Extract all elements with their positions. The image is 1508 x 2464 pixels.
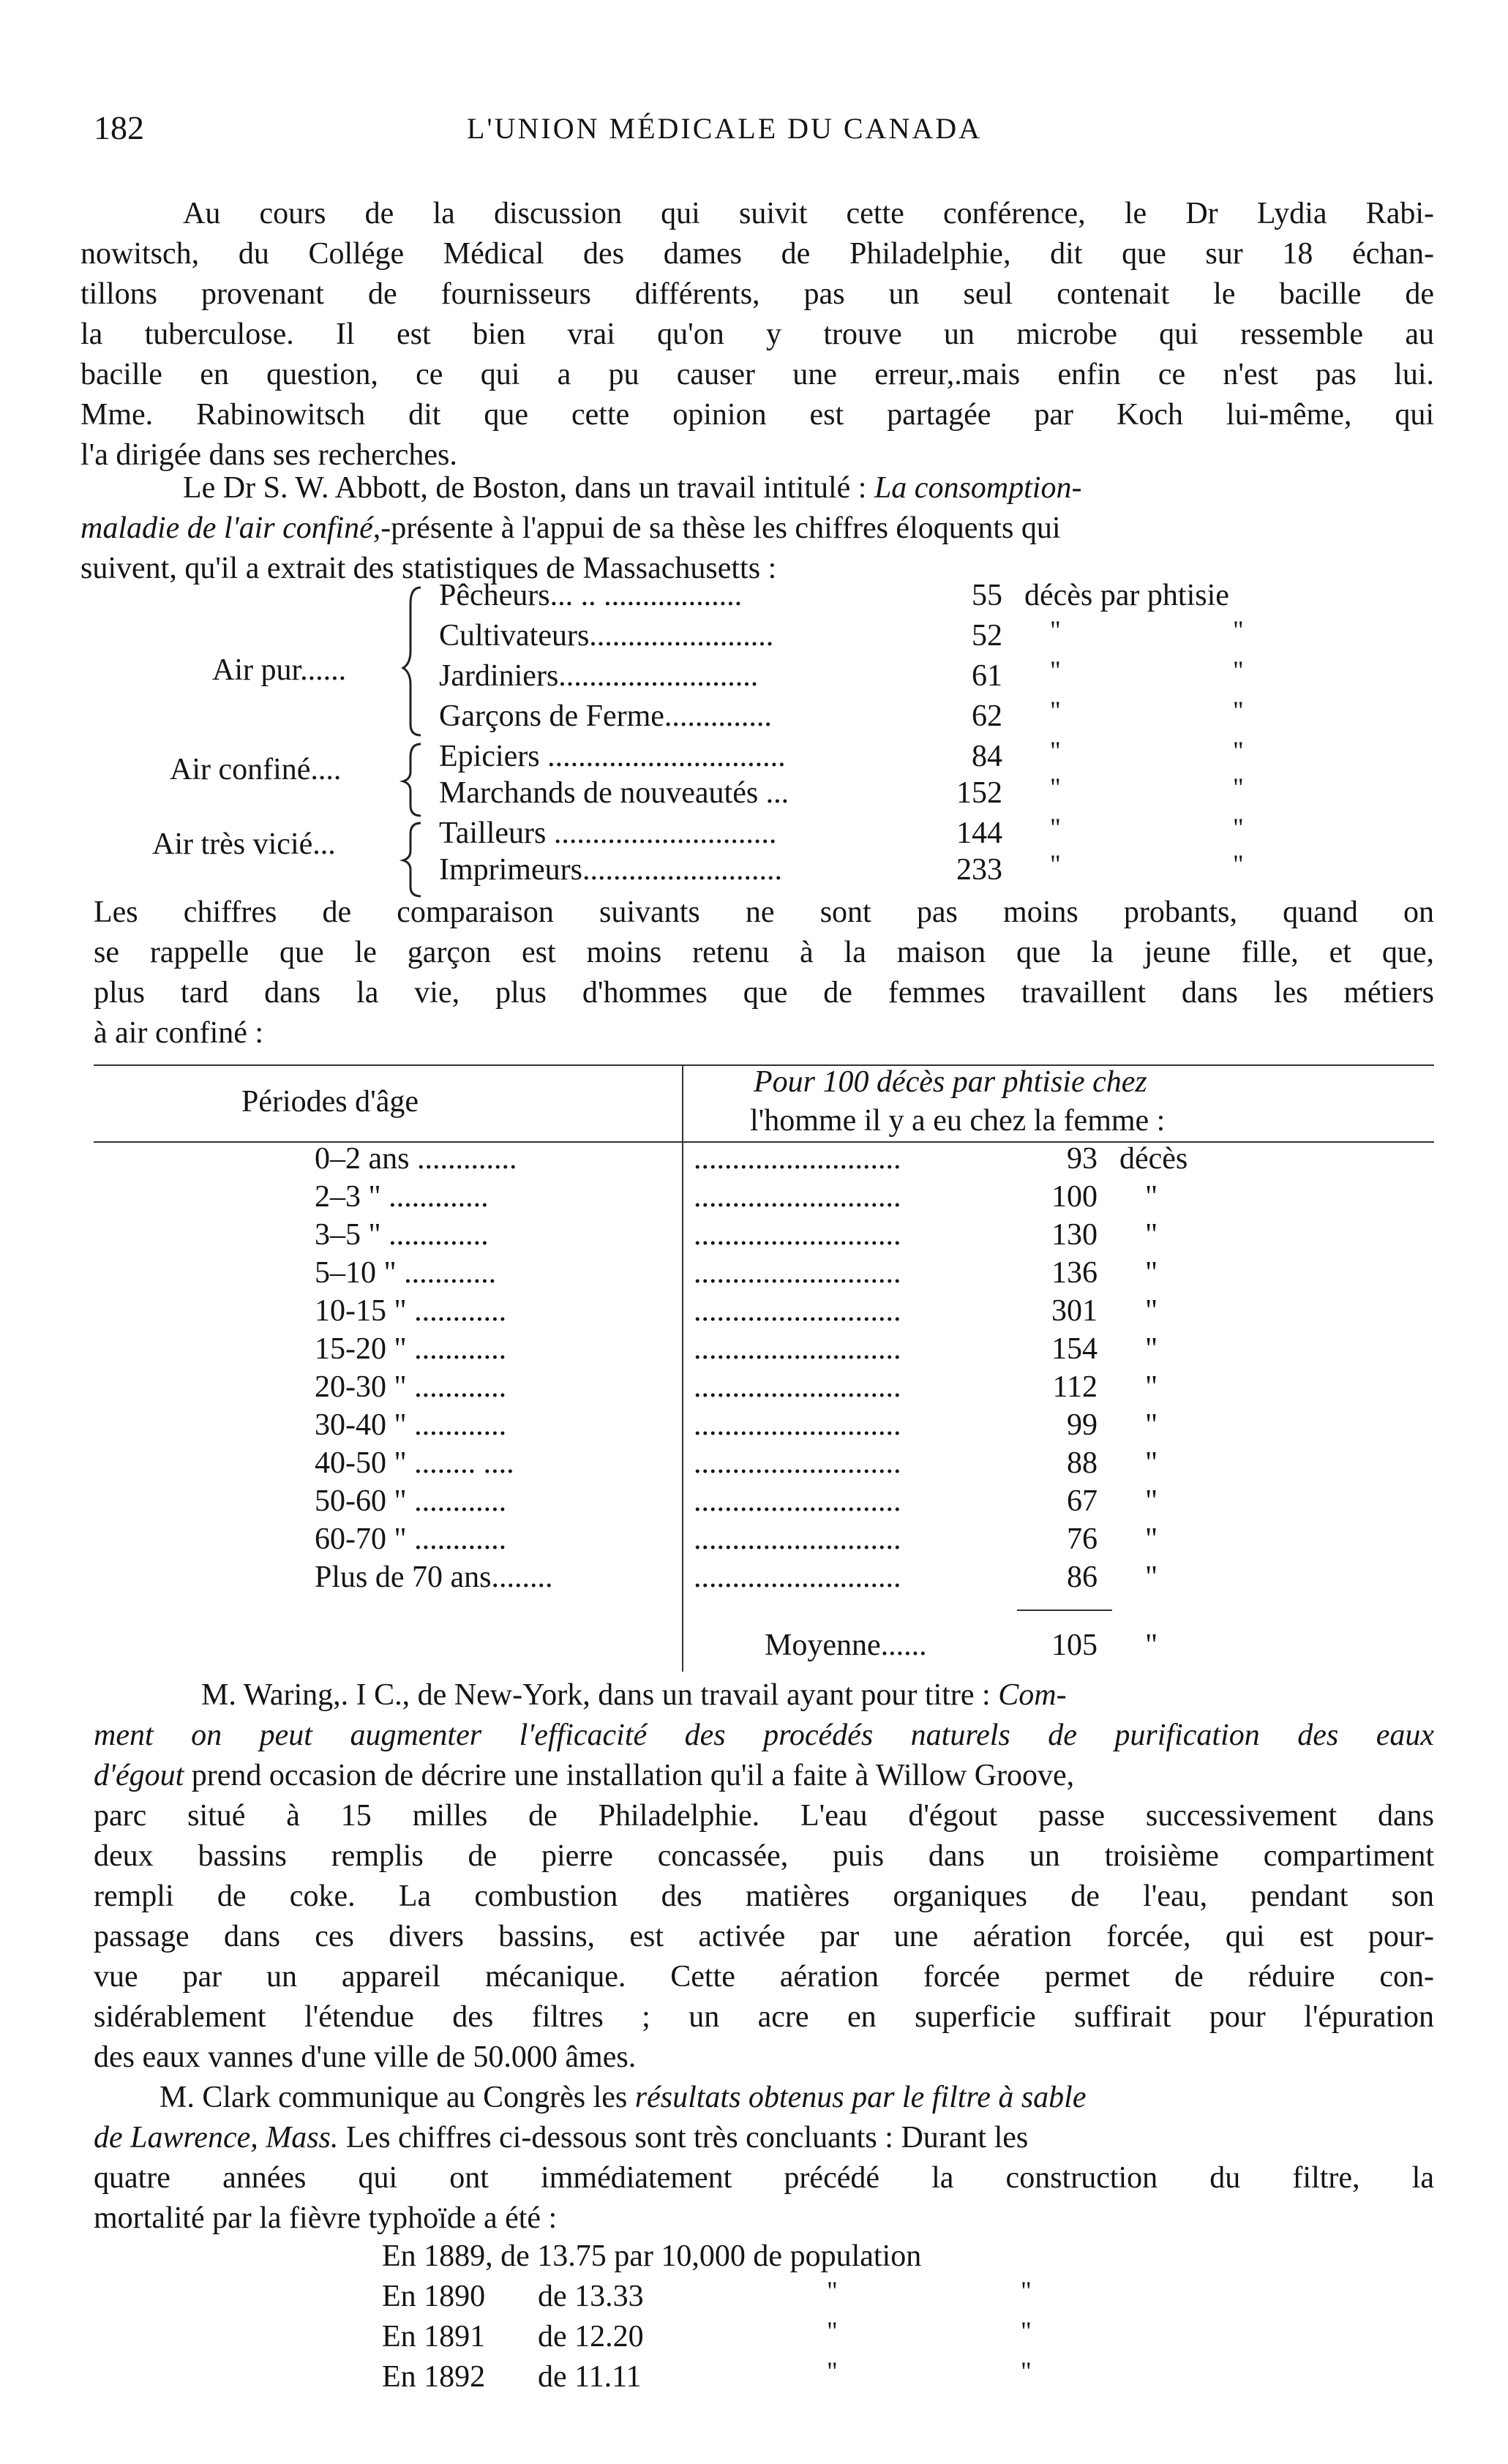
text-line: des eaux vannes d'une ville de 50.000 âmes. <box>94 2040 637 2074</box>
stat-value: 62 <box>972 699 1002 733</box>
text-line: nowitsch, du Collége Médical des dames de Philadelphie, dit que sur 18 échan- <box>80 237 1434 271</box>
ditto-mark: " <box>1021 2356 1032 2386</box>
dot-leader: ........................... <box>694 1180 901 1214</box>
dot-leader: ........................... <box>694 1446 901 1480</box>
ditto-mark: " <box>827 2316 838 2345</box>
ditto-mark: " <box>827 2276 838 2305</box>
stat-value: 52 <box>972 619 1002 653</box>
unit-cell: " <box>1145 1256 1158 1290</box>
unit-cell: " <box>1145 1218 1158 1252</box>
dot-leader: ........................... <box>694 1560 901 1594</box>
dot-leader: ........................... <box>694 1484 901 1518</box>
text-span: M. Clark communique au Congrès les <box>160 2081 635 2114</box>
occupation: Epiciers ............................... <box>439 740 786 773</box>
text-line: parc situé à 15 milles de Philadelphie. L'eau d'égout passe successivement dans <box>94 1799 1434 1833</box>
text-line: l'a dirigée dans ses recherches. <box>80 438 457 472</box>
value-cell: 154 <box>1051 1332 1098 1366</box>
ditto-mark: " <box>1050 696 1061 725</box>
text-line <box>201 1675 1434 1716</box>
text-line: passage dans ces divers bassins, est activée par une aération forcée, qui est pour- <box>94 1920 1434 1953</box>
ditto-mark: " <box>1021 2316 1032 2345</box>
text-line: plus tard dans la vie, plus d'hommes que de femmes travaillent dans les métiers <box>94 976 1434 1010</box>
text-span: Les chiffres ci-dessous sont très concluants : Durant les <box>338 2121 1029 2155</box>
rate: de 12.20 <box>538 2320 644 2354</box>
text-line: Au cours de la discussion qui suivit cette conférence, le Dr Lydia Rabi- <box>183 197 1434 230</box>
rate: de 11.11 <box>538 2360 642 2394</box>
age-cell: 60-70 " ............ <box>315 1522 507 1556</box>
stat-value: 61 <box>972 659 1002 693</box>
ditto-mark: " <box>1021 2276 1032 2305</box>
text-line: à air confiné : <box>94 1016 264 1050</box>
ditto-mark: " <box>1233 656 1244 685</box>
value-cell: 99 <box>1067 1408 1098 1442</box>
value-cell: 130 <box>1051 1218 1098 1252</box>
age-cell: 15-20 " ............ <box>315 1332 507 1366</box>
italic-title: maladie de l'air confiné <box>80 511 373 545</box>
stat-value: 152 <box>956 776 1002 810</box>
text-span: ,-présente à l'appui de sa thèse les chiffres éloquents qui <box>372 511 1061 545</box>
dot-leader: ........................... <box>694 1294 901 1328</box>
text-span: Le Dr S. W. Abbott, de Boston, dans un travail intitulé : <box>183 471 874 505</box>
dot-leader: ........................... <box>694 1142 901 1176</box>
ditto-mark: " <box>1233 736 1244 765</box>
text-line: bacille en question, ce qui a pu causer une erreur,.mais enfin ce n'est pas lui. <box>80 358 1434 391</box>
year: En 1891 <box>382 2320 486 2354</box>
dot-leader: ........................... <box>694 1408 901 1442</box>
italic-title: d'égout <box>94 1759 184 1792</box>
age-cell: 30-40 " ............ <box>315 1408 507 1442</box>
unit-cell: " <box>1145 1408 1158 1442</box>
stat-value: 144 <box>956 816 1002 850</box>
text-line: ment on peut augmenter l'efficacité des procédés naturels de purification des eaux <box>94 1719 1434 1752</box>
page-number: 182 <box>94 109 144 146</box>
ditto-mark: " <box>1050 813 1061 842</box>
ditto-mark: " <box>1050 656 1061 685</box>
text-line <box>160 2078 1434 2118</box>
italic-title: La consomption- <box>874 471 1082 505</box>
ditto-mark: " <box>1233 849 1244 879</box>
average-unit: " <box>1145 1629 1158 1662</box>
column-header: l'homme il y a eu chez la femme : <box>750 1104 1166 1138</box>
occupation: Tailleurs ............................. <box>439 816 777 850</box>
text-line: Mme. Rabinowitsch dit que cette opinion est partagée par Koch lui-même, qui <box>80 398 1434 432</box>
value-cell: 76 <box>1067 1522 1098 1556</box>
group-label: Air confiné.... <box>170 753 342 786</box>
running-title: L'UNION MÉDICALE DU CANADA <box>467 112 983 145</box>
text-line: suivent, qu'il a extrait des statistiques de Massachusetts : <box>80 552 777 585</box>
unit-cell: " <box>1145 1180 1158 1214</box>
occupation: Cultivateurs........................ <box>439 619 774 653</box>
age-cell: 20-30 " ............ <box>315 1370 507 1404</box>
rate: de 13.33 <box>538 2280 644 2313</box>
ditto-mark: " <box>1050 773 1061 802</box>
text-line: quatre années qui ont immédiatement précédé la construction du filtre, la <box>94 2161 1434 2195</box>
column-divider <box>682 1064 683 1672</box>
ditto-mark: " <box>1050 615 1061 645</box>
year: En 1889 <box>382 2239 486 2273</box>
occupation: Imprimeurs.......................... <box>439 853 782 887</box>
text-line: Les chiffres de comparaison suivants ne sont pas moins probants, quand on <box>94 895 1434 929</box>
average-value: 105 <box>1051 1629 1098 1662</box>
year: En 1892 <box>382 2360 486 2394</box>
text-line <box>183 468 1434 508</box>
text-line: deux bassins remplis de pierre concassée, puis dans un troisième compartiment <box>94 1839 1434 1873</box>
value-cell: 100 <box>1051 1180 1098 1214</box>
italic-title: de Lawrence, Mass. <box>94 2121 339 2155</box>
dot-leader: ........................... <box>694 1522 901 1556</box>
value-cell: 112 <box>1052 1370 1098 1404</box>
occupation: Pêcheurs... .. .................. <box>439 579 743 612</box>
text-line: sidérablement l'étendue des filtres ; un acre en superficie suffirait pour l'épuration <box>94 2000 1434 2034</box>
stat-value: 233 <box>956 853 1002 887</box>
unit-cell: " <box>1145 1560 1158 1594</box>
unit-cell: " <box>1145 1446 1158 1480</box>
year: En 1890 <box>382 2280 486 2313</box>
ditto-mark: " <box>1233 773 1244 802</box>
text-line: mortalité par la fièvre typhoïde a été : <box>94 2201 558 2235</box>
unit-cell: " <box>1145 1370 1158 1404</box>
dot-leader: ........................... <box>694 1370 901 1404</box>
value-cell: 67 <box>1067 1484 1098 1518</box>
stat-unit: décès par phtisie <box>1024 579 1229 612</box>
value-cell: 88 <box>1067 1446 1098 1480</box>
group-label: Air pur...... <box>212 653 347 687</box>
typhoid-row <box>382 2239 921 2274</box>
age-cell: 5–10 " ............ <box>315 1256 497 1290</box>
dot-leader: ........................... <box>694 1218 901 1252</box>
text-line: vue par un appareil mécanique. Cette aération forcée permet de réduire con- <box>94 1960 1434 1994</box>
stat-row <box>439 578 742 613</box>
text-line <box>94 1756 1434 1796</box>
ditto-mark: " <box>1050 849 1061 879</box>
unit-cell: " <box>1145 1294 1158 1328</box>
column-header: Pour 100 décès par phtisie chez <box>754 1065 1147 1099</box>
value-cell: 93 <box>1067 1142 1098 1176</box>
unit-cell: décès <box>1119 1142 1188 1176</box>
age-cell: 3–5 " ............. <box>315 1218 489 1252</box>
text-line: tillons provenant de fournisseurs différents, pas un seul contenait le bacille de <box>80 277 1434 311</box>
ditto-mark: " <box>1233 615 1244 645</box>
dot-leader: ........................... <box>694 1332 901 1366</box>
unit-cell: " <box>1145 1522 1158 1556</box>
age-cell: 2–3 " ............. <box>315 1180 489 1214</box>
value-cell: 301 <box>1051 1294 1098 1328</box>
rate: , de 13.75 par 10,000 de population <box>485 2239 922 2273</box>
stat-value: 55 <box>972 579 1002 612</box>
occupation: Marchands de nouveautés ... <box>439 776 789 810</box>
occupation: Garçons de Ferme.............. <box>439 699 772 733</box>
brace-icon <box>399 582 428 911</box>
text-line <box>80 508 1434 549</box>
text-line: la tuberculose. Il est bien vrai qu'on y trouve un microbe qui ressemble au <box>80 318 1434 351</box>
occupation: Jardiniers.......................... <box>439 659 759 693</box>
ditto-mark: " <box>1050 736 1061 765</box>
value-cell: 86 <box>1067 1560 1098 1594</box>
ditto-mark: " <box>1233 813 1244 842</box>
unit-cell: " <box>1145 1484 1158 1518</box>
ditto-mark: " <box>1233 696 1244 725</box>
age-cell: Plus de 70 ans........ <box>315 1560 553 1594</box>
text-span: M. Waring,. I C., de New-York, dans un travail ayant pour titre : <box>201 1678 999 1712</box>
ditto-mark: " <box>827 2356 838 2386</box>
group-label: Air très vicié... <box>152 827 336 861</box>
age-cell: 50-60 " ............ <box>315 1484 507 1518</box>
age-cell: 40-50 " ........ .... <box>315 1446 514 1480</box>
value-cell: 136 <box>1051 1256 1098 1290</box>
sum-rule <box>1017 1610 1112 1611</box>
column-header: Périodes d'âge <box>241 1085 419 1119</box>
text-line <box>94 2118 1434 2158</box>
italic-title: résultats obtenus par le filtre à sable <box>634 2081 1087 2114</box>
italic-title: Com- <box>998 1678 1067 1712</box>
average-label: Moyenne...... <box>765 1629 927 1662</box>
unit-cell: " <box>1145 1332 1158 1366</box>
text-line: rempli de coke. La combustion des matières organiques de l'eau, pendant son <box>94 1879 1434 1913</box>
stat-value: 84 <box>972 740 1002 773</box>
age-cell: 0–2 ans ............. <box>315 1142 517 1176</box>
text-span: prend occasion de décrire une installation qu'il a faite à Willow Groove, <box>184 1759 1075 1792</box>
age-cell: 10-15 " ............ <box>315 1294 507 1328</box>
text-line: se rappelle que le garçon est moins retenu à la maison que la jeune fille, et que, <box>94 936 1434 969</box>
dot-leader: ........................... <box>694 1256 901 1290</box>
